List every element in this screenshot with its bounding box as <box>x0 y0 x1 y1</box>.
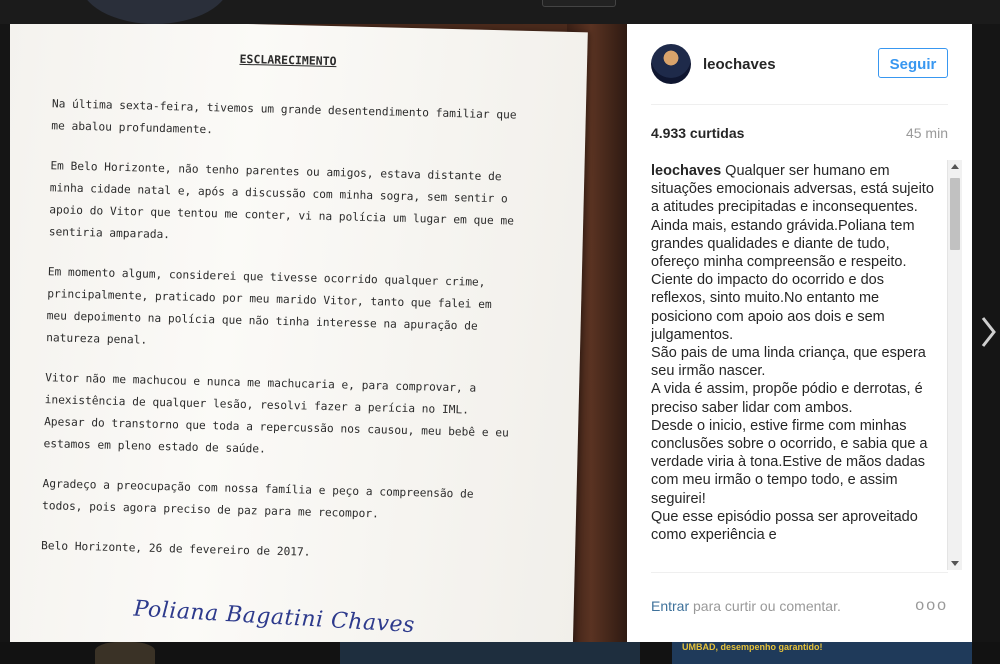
post-time[interactable]: 45 min <box>905 125 948 141</box>
follow-button[interactable]: Seguir <box>878 48 948 78</box>
login-prompt-text: para curtir ou comentar. <box>689 598 841 614</box>
divider <box>651 104 948 105</box>
letter-paper <box>10 24 588 642</box>
avatar[interactable] <box>651 44 691 84</box>
login-link[interactable]: Entrar <box>651 598 690 614</box>
background-thumbnail <box>95 642 155 664</box>
background-thumbnail <box>340 642 640 664</box>
caption-scroll-area[interactable] <box>651 162 942 570</box>
caption-text: Qualquer ser humano em situações emocionais adversas, está sujeito a atitudes precipitadas e inconsequentes. Ainda mais, estando grávida.Poliana tem grandes qualidades e diante de tudo, ofereço minha compreensão e respeito. Ciente do impacto do ocorrido e dos reflexos, sinto muito.No entanto me posiciono com apoio aos dois e sem julgamentos. São pais de uma linda criança, que espera seu irmão nascer. A vida é assim, propõe pódio e derrotas, é preciso saber lidar com ambos. Desde o inicio, estive firme com minhas conclusões sobre o ocorrido, e sabia que a verdade viria à tona.Estive de mãos dadas com meu irmão o tempo todo, e assim seguirei! Que esse episódio possa ser aproveitado como experiência e <box>651 163 934 544</box>
letter-paragraph: Agradeço a preocupação com nossa família e peço a compreensão de todos, pois agora preciso de paz para me recompor. <box>41 477 474 521</box>
background-thumbnail-text: UMBAD, desempenho garantido! <box>682 642 823 652</box>
post-stats <box>651 125 948 145</box>
caption-username[interactable]: leochaves <box>651 163 722 179</box>
letter-paragraph: Em Belo Horizonte, não tenho parentes ou amigos, estava distante de minha cidade natal e, após a discussão com minha sogra, sem sentir o apoio do Vitor que tentou me conter, vi na polícia um lugar em que me sentiria amparada. <box>48 159 515 242</box>
scroll-down-arrow-icon[interactable] <box>951 561 959 566</box>
post-photo <box>10 24 627 642</box>
post-modal <box>10 24 972 642</box>
letter-paragraph: Na última sexta-feira, tivemos um grande desentendimento familiar que me abalou profundamente. <box>51 97 517 137</box>
chevron-right-icon[interactable] <box>980 314 996 350</box>
letter-signature: Poliana Bagatini Chaves <box>132 596 416 639</box>
scrollbar-thumb[interactable] <box>950 178 960 250</box>
letter-paragraph: Vitor não me machucou e nunca me machucaria e, para comprovar, a inexistência de qualquer lesão, resolvi fazer a perícia no IML. Apesar do transtorno que toda a repercussão nos causou, meu bebê e eu estamos em pleno estado de saúde. <box>43 371 509 456</box>
letter-place-date: Belo Horizonte, 26 de fevereiro de 2017. <box>40 539 311 559</box>
more-options-icon[interactable]: ooo <box>915 597 948 614</box>
letter-title: ESCLARECIMENTO <box>239 51 337 69</box>
divider <box>651 572 948 573</box>
letter-text <box>40 43 523 586</box>
background-thumbnail <box>672 642 972 664</box>
post-footer <box>651 598 948 618</box>
background-button <box>542 0 616 7</box>
caption <box>651 162 942 544</box>
post-header <box>651 44 948 86</box>
likes-count[interactable]: 4.933 curtidas <box>651 125 745 141</box>
caption-scrollbar[interactable] <box>947 160 962 570</box>
scroll-up-arrow-icon[interactable] <box>951 164 959 169</box>
letter-paragraph: Em momento algum, considerei que tivesse ocorrido qualquer crime, principalmente, praticado por meu marido Vitor, tanto que falei em meu depoimento na polícia que não tinha interesse na apuração de natureza penal. <box>46 265 492 347</box>
username-link[interactable]: leochaves <box>703 56 776 73</box>
post-sidebar <box>627 24 972 642</box>
